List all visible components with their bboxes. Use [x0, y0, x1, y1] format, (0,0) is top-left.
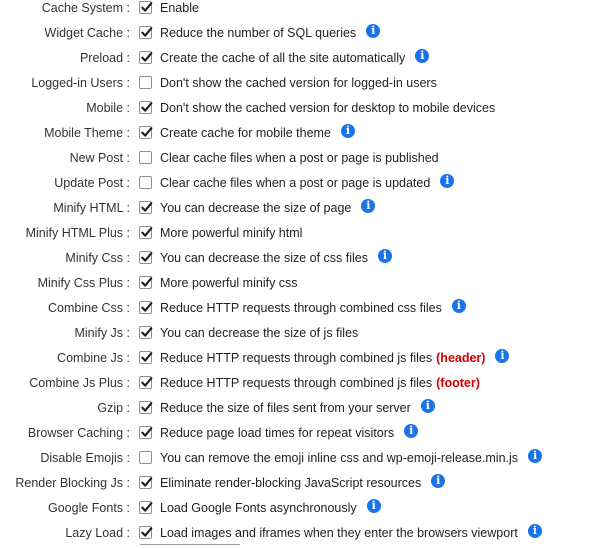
- setting-description: [160, 0, 199, 21]
- setting-description-text: Don't show the cached version for desktop to mobile devices: [160, 101, 496, 115]
- setting-row-new-post: [0, 146, 594, 171]
- divider: [140, 544, 240, 545]
- info-icon[interactable]: i: [528, 449, 542, 463]
- setting-description: [160, 146, 439, 171]
- info-icon[interactable]: i: [440, 174, 454, 188]
- checkmark-icon: [140, 251, 153, 264]
- setting-description-text: Reduce the number of SQL queries: [160, 26, 357, 40]
- setting-row-minify-js: [0, 321, 594, 346]
- info-icon[interactable]: i: [495, 349, 509, 363]
- setting-description-text: You can decrease the size of css files: [160, 251, 368, 265]
- info-icon[interactable]: i: [404, 424, 418, 438]
- gzip-checkbox[interactable]: [139, 401, 152, 414]
- setting-row-browser-caching: [0, 421, 594, 446]
- minify-css-plus-checkbox[interactable]: [139, 276, 152, 289]
- setting-description: [160, 121, 355, 146]
- setting-row-combine-css: [0, 296, 594, 321]
- info-icon[interactable]: i: [341, 124, 355, 138]
- checkmark-icon: [140, 51, 153, 64]
- setting-description: [160, 346, 509, 371]
- checkmark-icon: [140, 1, 153, 14]
- setting-description: [160, 21, 380, 46]
- setting-label: Lazy Load :: [65, 526, 130, 540]
- setting-label: Logged-in Users :: [31, 76, 130, 90]
- setting-description-text: Reduce HTTP requests through combined js files: [160, 376, 433, 390]
- info-icon[interactable]: i: [366, 24, 380, 38]
- info-icon[interactable]: i: [378, 249, 392, 263]
- setting-description: [160, 521, 542, 546]
- cache-system-checkbox[interactable]: [139, 1, 152, 14]
- logged-in-users-checkbox[interactable]: [139, 76, 152, 89]
- setting-row-update-post: [0, 171, 594, 196]
- setting-description-text: Reduce HTTP requests through combined js files: [160, 351, 433, 365]
- setting-row-mobile: [0, 96, 594, 121]
- setting-row-minify-css-plus: [0, 271, 594, 296]
- widget-cache-checkbox[interactable]: [139, 26, 152, 39]
- setting-label: Combine Js :: [57, 351, 130, 365]
- setting-row-disable-emojis: [0, 446, 594, 471]
- setting-description-text: Reduce HTTP requests through combined css files: [160, 301, 442, 315]
- setting-description: [160, 396, 435, 421]
- setting-label: Minify HTML Plus :: [25, 226, 130, 240]
- setting-description-text: Load images and iframes when they enter the browsers viewport: [160, 526, 518, 540]
- combine-js-plus-checkbox[interactable]: [139, 376, 152, 389]
- minify-html-plus-checkbox[interactable]: [139, 226, 152, 239]
- setting-row-minify-html-plus: [0, 221, 594, 246]
- setting-label: Disable Emojis :: [40, 451, 130, 465]
- setting-description: [160, 421, 418, 446]
- setting-label: Cache System :: [41, 1, 130, 15]
- setting-label: Minify Js :: [74, 326, 130, 340]
- setting-description: [160, 471, 445, 496]
- checkmark-icon: [140, 276, 153, 289]
- checkmark-icon: [140, 301, 153, 314]
- checkmark-icon: [140, 201, 153, 214]
- setting-label: Minify Css Plus :: [37, 276, 130, 290]
- setting-description-text: Create the cache of all the site automatically: [160, 51, 406, 65]
- checkmark-icon: [140, 226, 153, 239]
- setting-description-text: More powerful minify css: [160, 276, 298, 290]
- info-icon[interactable]: i: [367, 499, 381, 513]
- setting-row-minify-html: [0, 196, 594, 221]
- setting-description-text: You can remove the emoji inline css and wp-emoji-release.min.js: [160, 451, 519, 465]
- setting-label: Combine Css :: [48, 301, 130, 315]
- google-fonts-checkbox[interactable]: [139, 501, 152, 514]
- checkmark-icon: [140, 351, 153, 364]
- setting-row-lazy-load: [0, 521, 594, 546]
- setting-label: Preload :: [79, 51, 130, 65]
- setting-description-text: Reduce page load times for repeat visitors: [160, 426, 395, 440]
- checkmark-icon: [140, 501, 153, 514]
- setting-row-logged-in-users: [0, 71, 594, 96]
- checkmark-icon: [140, 376, 153, 389]
- setting-label: Render Blocking Js :: [15, 476, 130, 490]
- setting-description: [160, 371, 480, 396]
- update-post-checkbox[interactable]: [139, 176, 152, 189]
- checkmark-icon: [140, 126, 153, 139]
- info-icon[interactable]: i: [421, 399, 435, 413]
- mobile-theme-checkbox[interactable]: [139, 126, 152, 139]
- info-icon[interactable]: i: [452, 299, 466, 313]
- render-blocking-js-checkbox[interactable]: [139, 476, 152, 489]
- browser-caching-checkbox[interactable]: [139, 426, 152, 439]
- minify-js-checkbox[interactable]: [139, 326, 152, 339]
- setting-label: Minify HTML :: [53, 201, 130, 215]
- minify-css-checkbox[interactable]: [139, 251, 152, 264]
- setting-description-text: Reduce the size of files sent from your server: [160, 401, 411, 415]
- lazy-load-checkbox[interactable]: [139, 526, 152, 539]
- setting-description-text: Don't show the cached version for logged-in users: [160, 76, 437, 90]
- position-note: (header): [436, 351, 486, 365]
- setting-row-widget-cache: [0, 21, 594, 46]
- combine-css-checkbox[interactable]: [139, 301, 152, 314]
- setting-row-preload: [0, 46, 594, 71]
- setting-description: [160, 321, 358, 346]
- setting-description-text: Clear cache files when a post or page is updated: [160, 176, 431, 190]
- setting-row-minify-css: [0, 246, 594, 271]
- info-icon[interactable]: i: [431, 474, 445, 488]
- setting-row-gzip: [0, 396, 594, 421]
- setting-row-cache-system: [0, 0, 594, 21]
- setting-description: [160, 71, 437, 96]
- checkmark-icon: [140, 426, 153, 439]
- mobile-checkbox[interactable]: [139, 101, 152, 114]
- setting-label: Gzip :: [97, 401, 130, 415]
- setting-description: [160, 496, 381, 521]
- checkmark-icon: [140, 101, 153, 114]
- setting-description: [160, 96, 495, 121]
- preload-checkbox[interactable]: [139, 51, 152, 64]
- setting-description-text: You can decrease the size of js files: [160, 326, 359, 340]
- setting-label: Minify Css :: [65, 251, 130, 265]
- checkmark-icon: [140, 326, 153, 339]
- setting-label: Widget Cache :: [44, 26, 130, 40]
- setting-description: [160, 296, 466, 321]
- setting-label: Update Post :: [54, 176, 130, 190]
- setting-description: [160, 446, 542, 471]
- setting-row-combine-js-plus: [0, 371, 594, 396]
- setting-description-text: Create cache for mobile theme: [160, 126, 331, 140]
- setting-description-text: Load Google Fonts asynchronously: [160, 501, 357, 515]
- setting-description: [160, 46, 429, 71]
- setting-row-combine-js: [0, 346, 594, 371]
- minify-html-checkbox[interactable]: [139, 201, 152, 214]
- setting-description-text: You can decrease the size of page: [160, 201, 352, 215]
- setting-row-render-blocking-js: [0, 471, 594, 496]
- disable-emojis-checkbox[interactable]: [139, 451, 152, 464]
- setting-description: [160, 171, 454, 196]
- checkmark-icon: [140, 401, 153, 414]
- checkmark-icon: [140, 476, 153, 489]
- info-icon[interactable]: i: [415, 49, 429, 63]
- setting-description: [160, 221, 302, 246]
- setting-description: [160, 271, 298, 296]
- combine-js-checkbox[interactable]: [139, 351, 152, 364]
- setting-label: New Post :: [69, 151, 130, 165]
- setting-description-text: More powerful minify html: [160, 226, 303, 240]
- setting-description-text: Enable: [160, 1, 199, 15]
- setting-description: [160, 196, 375, 221]
- setting-label: Mobile Theme :: [44, 126, 130, 140]
- setting-label: Browser Caching :: [27, 426, 130, 440]
- setting-description-text: Clear cache files when a post or page is published: [160, 151, 439, 165]
- setting-row-mobile-theme: [0, 121, 594, 146]
- info-icon[interactable]: i: [361, 199, 375, 213]
- position-note: (footer): [436, 376, 480, 390]
- setting-description: [160, 246, 392, 271]
- setting-description-text: Eliminate render-blocking JavaScript resources: [160, 476, 422, 490]
- setting-label: Mobile :: [86, 101, 130, 115]
- info-icon[interactable]: i: [528, 524, 542, 538]
- setting-row-google-fonts: [0, 496, 594, 521]
- checkmark-icon: [140, 26, 153, 39]
- setting-label: Google Fonts :: [48, 501, 130, 515]
- checkmark-icon: [140, 526, 153, 539]
- setting-label: Combine Js Plus :: [29, 376, 130, 390]
- new-post-checkbox[interactable]: [139, 151, 152, 164]
